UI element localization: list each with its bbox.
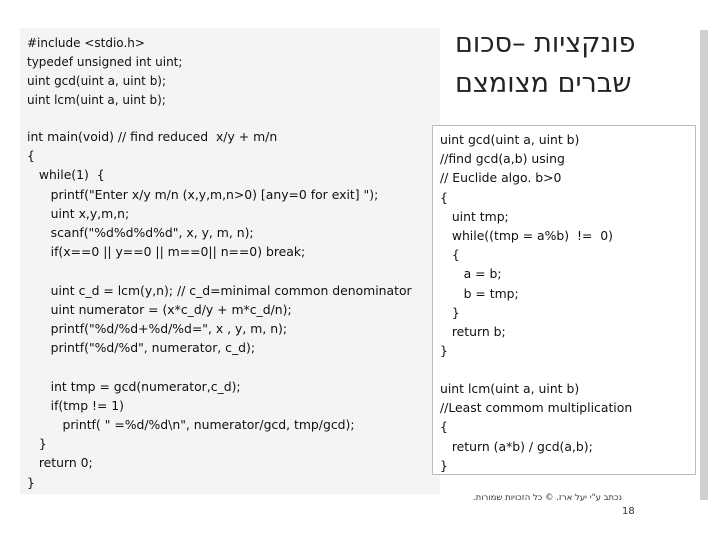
code-gcd-function: uint gcd(uint a, uint b) //find gcd(a,b) using // Euclide algo. b>0 { uint tmp; while((tmp = a%b) != 0) { a = b; b = tmp; } return b; }	[440, 132, 613, 359]
slide-edge-shadow	[700, 30, 708, 500]
slide-title	[455, 24, 685, 104]
copyright-footer: נכתב ע"י יעל ארז. © כל הזכויות שמורות.	[472, 493, 622, 503]
page-number: 18	[622, 506, 635, 517]
code-main-function: int main(void) // find reduced x/y + m/n { while(1) { printf("Enter x/y m/n (x,y,m,n>0) [any=0 for exit] "); uint x,y,m,n; scanf("%d%d%d%d", x, y, m, n); if(x==0 || y==0 || m==0|| n==0) break; uint c_d = lcm(y,n); // c_d=minimal common denominator uint numerator = (x*c_d/y + m*c_d/n); printf("%d/%d+%d/%d=", x , y, m, n); printf("%d/%d", numerator, c_d); int tmp = gcd(numerator,c_d); if(tmp != 1) printf( " =%d/%d\n", numerator/gcd, tmp/gcd); } return 0; }	[27, 129, 412, 490]
code-header-block: #include <stdio.h> typedef unsigned int uint; uint gcd(uint a, uint b); uint lcm(uint a, uint b);	[27, 36, 183, 107]
code-lcm-function: uint lcm(uint a, uint b) //Least commom multiplication { return (a*b) / gcd(a,b); }	[440, 381, 633, 473]
slide-title-line1: פונקציות –סכום	[455, 28, 636, 59]
slide-title-line2: שברים מצומצם	[455, 68, 632, 99]
